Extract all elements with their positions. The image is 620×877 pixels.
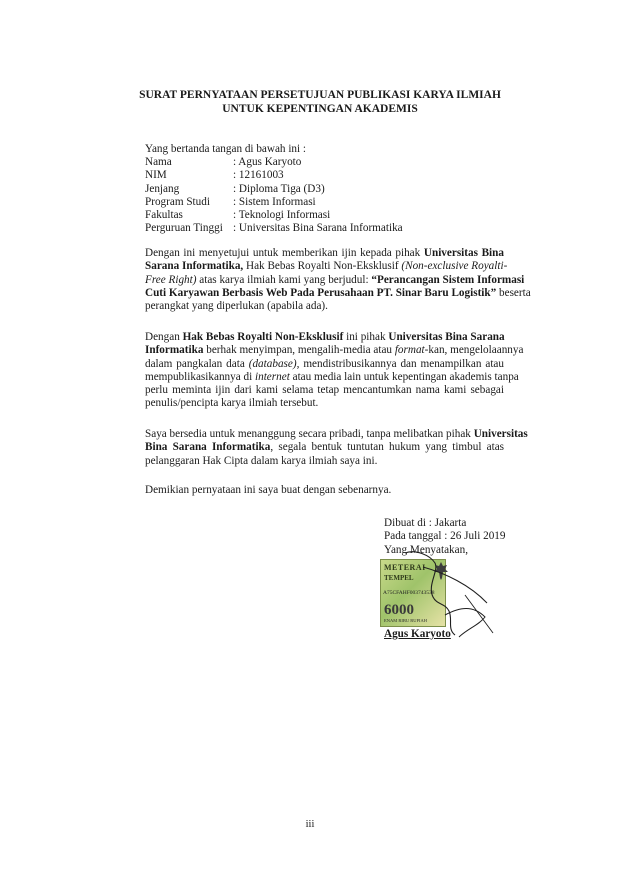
text-italic: (Non-exclusive Royalti- (401, 260, 508, 273)
text-run: pelanggaran Hak Cipta dalam karya ilmiah saya ini. (145, 454, 378, 467)
stamp-value-text: ENAM RIBU RUPIAH (384, 618, 428, 623)
identity-table (145, 156, 403, 236)
identity-value: : 12161003 (233, 169, 284, 182)
text-run: dalam pangkalan data (145, 357, 249, 370)
paragraph-line (145, 397, 504, 410)
text-bold: Universitas (473, 428, 528, 440)
paragraph-line (145, 384, 504, 397)
identity-row-university (145, 222, 403, 235)
text-italic: internet (255, 370, 290, 383)
stamp-value: 6000 (384, 602, 414, 618)
text-bold: Informatika (145, 344, 204, 357)
text-run: mempublikasikannya di (145, 370, 255, 383)
stamp-line-1: METERAI (384, 563, 426, 572)
text-run: mendistribusikannya dan menampilkan atau (299, 357, 504, 370)
text-italic: Free Right) (145, 273, 197, 286)
text-run: penulis/pencipta karya ilmiah tersebut. (145, 397, 319, 410)
paragraph-line (145, 344, 524, 357)
stamp-line-2: TEMPEL (384, 574, 414, 582)
identity-value: : Sistem Informasi (233, 195, 316, 208)
text-run: atas karya ilmiah kami yang berjudul: (196, 273, 372, 286)
text-run: perangkat yang diperlukan (apabila ada). (145, 300, 328, 313)
paragraph-line (145, 455, 504, 468)
title-line-1: SURAT PERNYATAAN PERSETUJUAN PUBLIKASI KARYA ILMIAH (139, 89, 501, 101)
paragraph-closing (145, 484, 504, 497)
sign-declarant: Yang Menyatakan, (384, 543, 468, 556)
paragraph-line (145, 260, 508, 273)
identity-value: : Teknologi Informasi (233, 209, 331, 222)
text-run: , segala bentuk tuntutan hukum yang timbul atas (270, 441, 505, 454)
text-run: Hak Bebas Royalti Non-Eksklusif (243, 260, 402, 273)
paragraph-line: Demikian pernyataan ini saya buat dengan sebenarnya. (145, 484, 392, 496)
text-bold: Sarana Informatika, (145, 260, 244, 273)
text-bold: Cuti Karyawan Berbasis Web Pada Perusahaan PT. Sinar Baru Logistik” (145, 286, 497, 299)
text-run: Dengan (145, 331, 183, 343)
identity-label: NIM (145, 169, 167, 182)
text-italic: (database), (248, 357, 300, 370)
title-line-2: UNTUK KEPENTINGAN AKADEMIS (222, 103, 418, 115)
sign-date: Pada tanggal : 26 Juli 2019 (384, 530, 506, 543)
text-run: berhak menyimpan, mengalih-media atau (203, 344, 395, 357)
identity-label: Program Studi (145, 195, 210, 208)
paragraph-line (145, 300, 504, 313)
text-run: -kan, mengelolaannya (424, 344, 524, 357)
text-bold: “Perancangan Sistem Informasi (371, 273, 525, 286)
text-run: Saya bersedia untuk menanggung secara pribadi, tanpa melibatkan pihak (145, 428, 474, 440)
intro-text: Yang bertanda tangan di bawah ini : (145, 143, 307, 155)
identity-row-program (145, 196, 403, 209)
identity-value: : Universitas Bina Sarana Informatika (233, 222, 403, 235)
text-italic: format (394, 344, 425, 357)
text-bold: Universitas Bina (423, 247, 504, 259)
identity-row-nim (145, 169, 403, 182)
paragraph-line (145, 247, 504, 260)
identity-row-name (145, 156, 403, 169)
paragraph-line (145, 286, 531, 300)
text-bold: Bina Sarana Informatika (145, 441, 271, 454)
identity-value: : Diploma Tiga (D3) (233, 182, 325, 195)
identity-label: Fakultas (145, 209, 183, 222)
text-run: Dengan ini menyetujui untuk memberikan ijin kepada pihak (145, 247, 424, 259)
identity-label: Jenjang (145, 182, 180, 195)
paragraph-rights (145, 331, 524, 411)
paragraph-liability (145, 428, 528, 468)
identity-row-faculty (145, 209, 403, 222)
text-bold: Universitas Bina Sarana (388, 331, 505, 343)
identity-row-level (145, 183, 403, 196)
page-number: iii (305, 819, 315, 830)
identity-label: Nama (145, 156, 172, 168)
paragraph-consent (145, 247, 531, 313)
paragraph-line (145, 428, 528, 441)
identity-value: : Agus Karyoto (233, 156, 302, 168)
paragraph-line (145, 358, 504, 371)
paragraph-line (145, 441, 504, 454)
sign-place: Dibuat di : Jakarta (384, 517, 467, 529)
paragraph-line (145, 370, 519, 384)
text-run: beserta (496, 286, 531, 299)
text-run: perlu meminta ijin dari kami selama tetap mencantumkan nama kami sebagai (145, 384, 504, 397)
stamp-serial: A75CFAHF003743538 (383, 590, 435, 596)
text-run: atau media lain untuk kepentingan akademis tanpa (289, 370, 519, 383)
identity-label: Perguruan Tinggi (145, 222, 223, 235)
signer-name: Agus Karyoto (384, 628, 451, 640)
paragraph-line (145, 273, 525, 287)
text-bold: Hak Bebas Royalti Non-Eksklusif (182, 331, 344, 343)
document-title (120, 88, 520, 116)
text-run: ini pihak (343, 331, 389, 343)
paragraph-line (145, 331, 504, 344)
